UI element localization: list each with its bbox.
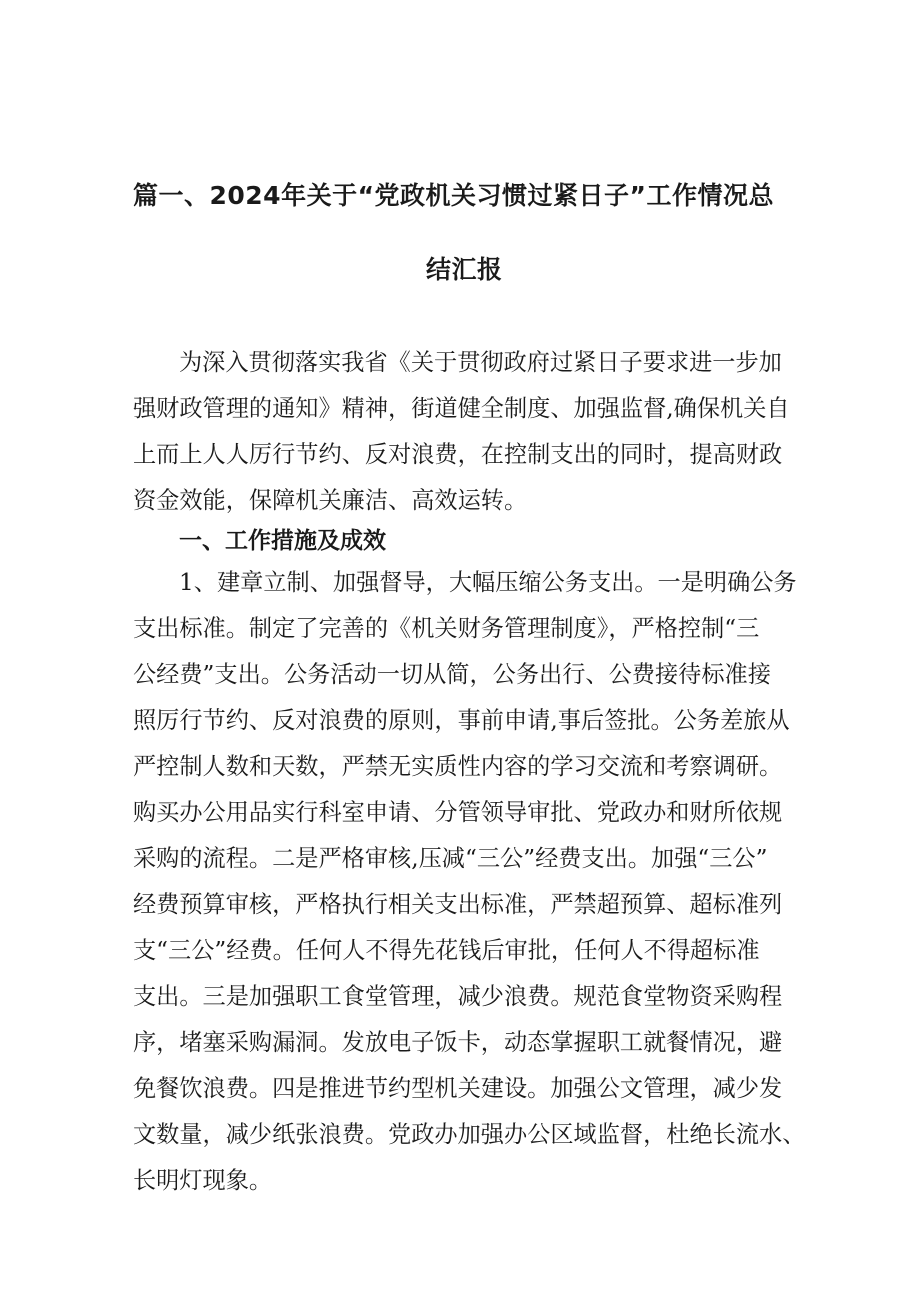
body-line: 严控制人数和天数，严禁无实质性内容的学习交流和考察调研。 <box>133 753 783 780</box>
document-title-line-1: 篇一、2024年关于“党政机关习惯过紧日子”工作情况总 <box>133 181 774 210</box>
body-line: 支出。三是加强职工食堂管理，减少浪费。规范食堂物资采购程 <box>133 983 783 1010</box>
intro-line: 上而上人人厉行节约、反对浪费，在控制支出的同时，提高财政 <box>133 441 783 468</box>
body-line: 支出标准。制定了完善的《机关财务管理制度》，严格控制“三 <box>133 615 760 642</box>
body-line: 购买办公用品实行科室申请、分管领导审批、党政办和财所依规 <box>133 799 783 826</box>
intro-line: 资金效能，保障机关廉洁、高效运转。 <box>133 487 528 514</box>
body-line: 公经费”支出。公务活动一切从简，公务出行、公费接待标准接 <box>133 661 771 688</box>
body-line: 免餐饮浪费。四是推进节约型机关建设。加强公文管理，减少发 <box>133 1075 783 1102</box>
intro-paragraph <box>133 340 793 524</box>
body-line: 序，堵塞采购漏洞。发放电子饭卡，动态掌握职工就餐情况，避 <box>133 1029 783 1056</box>
body-line: 采购的流程。二是严格审核,压减“三公”经费支出。加强“三公” <box>133 845 768 872</box>
body-line: 经费预算审核，严格执行相关支出标准，严禁超预算、超标准列 <box>133 891 783 918</box>
intro-line: 为深入贯彻落实我省《关于贯彻政府过紧日子要求进一步加 <box>179 349 782 376</box>
body-line: 文数量，减少纸张浪费。党政办加强办公区域监督，杜绝长流水、 <box>133 1121 806 1148</box>
body-line: 1、建章立制、加强督导，大幅压缩公务支出。一是明确公务 <box>179 569 797 596</box>
intro-line: 强财政管理的通知》精神，街道健全制度、加强监督,确保机关自 <box>133 395 790 422</box>
section-heading: 一、工作措施及成效 <box>179 528 386 554</box>
body-line: 支“三公”经费。任何人不得先花钱后审批，任何人不得超标准 <box>133 937 760 964</box>
body-line: 长明灯现象。 <box>133 1167 273 1194</box>
document-title-line-2: 结汇报 <box>426 255 503 284</box>
body-line: 照厉行节约、反对浪费的原则，事前申请,事后签批。公务差旅从 <box>133 707 790 734</box>
body-paragraph <box>133 560 806 1204</box>
